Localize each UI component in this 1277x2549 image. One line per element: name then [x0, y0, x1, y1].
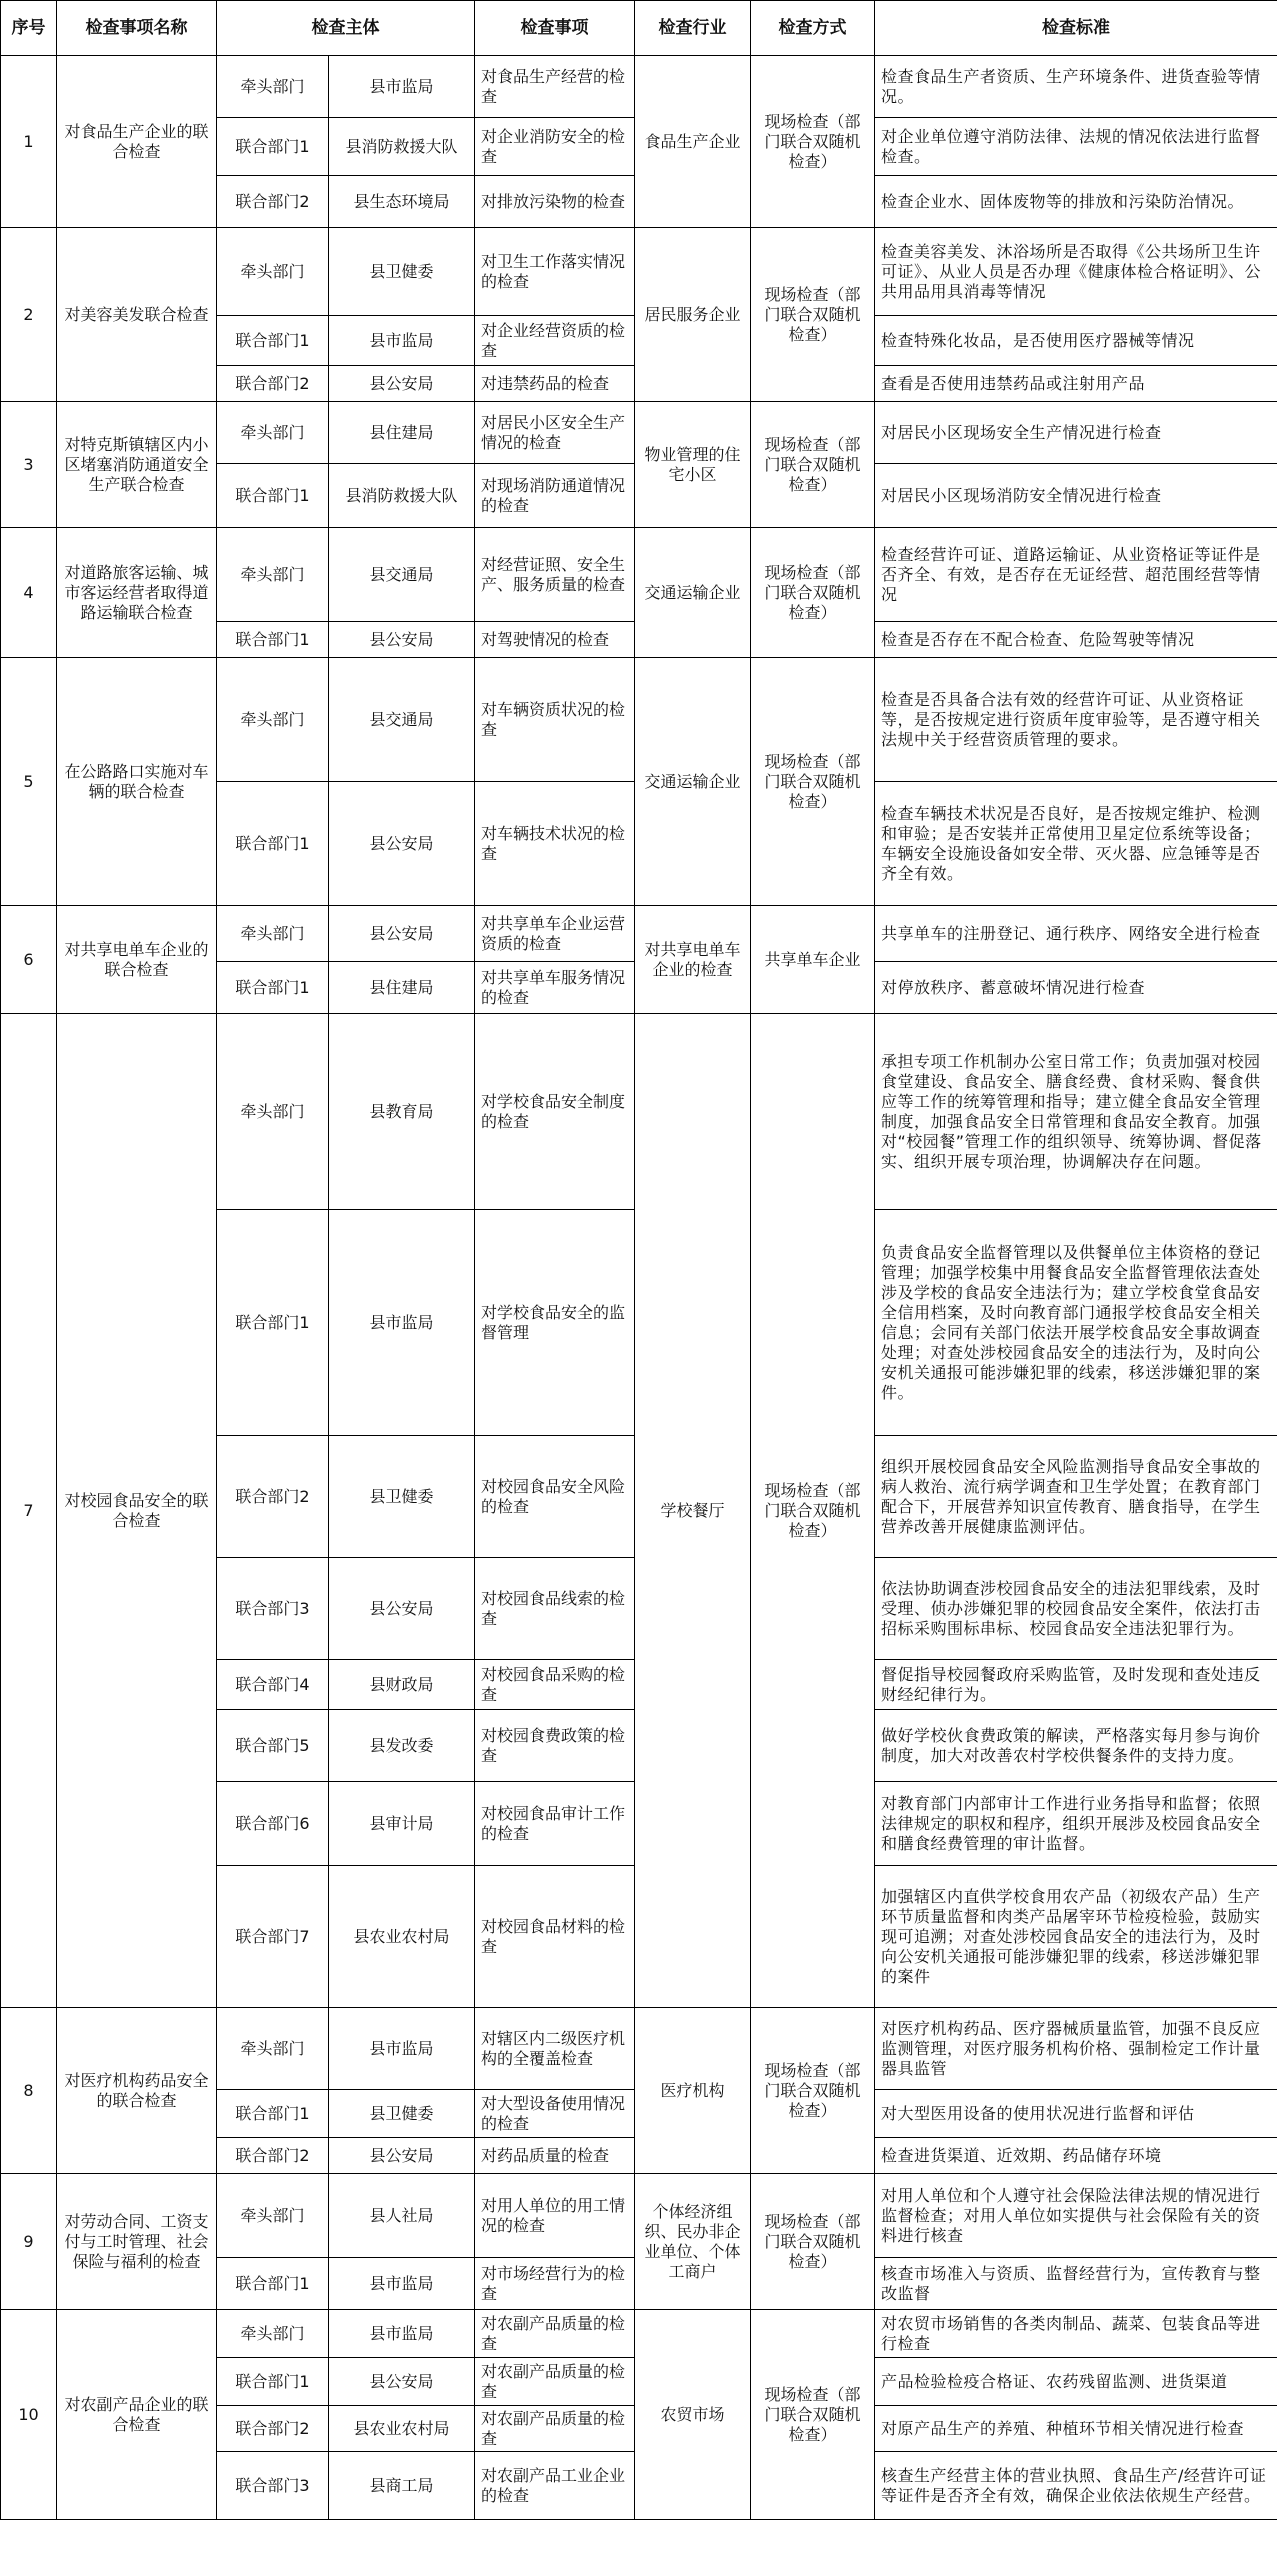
inspection-standard: 对大型医用设备的使用状况进行监督和评估 [875, 2090, 1277, 2138]
header-row [1, 1, 1277, 56]
inspection-name: 对特克斯镇辖区内小区堵塞消防通道安全生产联合检查 [57, 402, 217, 528]
inspection-standard: 对农贸市场销售的各类肉制品、蔬菜、包装食品等进行检查 [875, 2310, 1277, 2358]
table-row [1, 528, 1277, 622]
table-row [1, 228, 1277, 316]
dept-name: 县农业农村局 [329, 2406, 475, 2452]
header-subject: 检查主体 [217, 1, 475, 56]
inspection-item: 对现场消防通道情况的检查 [475, 464, 635, 528]
dept-name: 县交通局 [329, 658, 475, 782]
table-row [1, 2174, 1277, 2258]
dept-role: 牵头部门 [217, 1014, 329, 1210]
dept-name: 县市监局 [329, 56, 475, 118]
inspection-name: 对医疗机构药品安全的联合检查 [57, 2008, 217, 2174]
dept-role: 牵头部门 [217, 402, 329, 464]
row-number: 4 [1, 528, 57, 658]
inspection-item: 对违禁药品的检查 [475, 366, 635, 402]
table-row [1, 658, 1277, 782]
inspection-item: 对驾驶情况的检查 [475, 622, 635, 658]
dept-role: 牵头部门 [217, 228, 329, 316]
inspection-item: 对共享单车服务情况的检查 [475, 962, 635, 1014]
dept-role: 联合部门2 [217, 2406, 329, 2452]
dept-name: 县财政局 [329, 1660, 475, 1710]
table-row [1, 2008, 1277, 2090]
dept-name: 县消防救援大队 [329, 118, 475, 176]
row-number: 10 [1, 2310, 57, 2520]
inspection-standard: 对企业单位遵守消防法律、法规的情况依法进行监督检查。 [875, 118, 1277, 176]
inspection-standard: 核查生产经营主体的营业执照、食品生产/经营许可证等证件是否齐全有效，确保企业依法依规生产经营。 [875, 2452, 1277, 2520]
dept-name: 县公安局 [329, 622, 475, 658]
inspection-name: 在公路路口实施对车辆的联合检查 [57, 658, 217, 906]
inspection-item: 对卫生工作落实情况的检查 [475, 228, 635, 316]
dept-role: 联合部门1 [217, 316, 329, 366]
inspection-standard: 对停放秩序、蓄意破坏情况进行检查 [875, 962, 1277, 1014]
dept-role: 牵头部门 [217, 56, 329, 118]
inspection-industry: 物业管理的住宅小区 [635, 402, 751, 528]
inspection-standard: 检查美容美发、沐浴场所是否取得《公共场所卫生许可证》、从业人员是否办理《健康体检合格证明》、公共用品用具消毒等情况 [875, 228, 1277, 316]
dept-name: 县卫健委 [329, 2090, 475, 2138]
inspection-method: 共享单车企业 [751, 906, 875, 1014]
dept-name: 县市监局 [329, 316, 475, 366]
inspection-method: 现场检查（部门联合双随机检查） [751, 2008, 875, 2174]
inspection-method: 现场检查（部门联合双随机检查） [751, 228, 875, 402]
inspection-industry: 个体经济组织、民办非企业单位、个体工商户 [635, 2174, 751, 2310]
dept-role: 联合部门1 [217, 2258, 329, 2310]
inspection-item: 对市场经营行为的检查 [475, 2258, 635, 2310]
inspection-method: 现场检查（部门联合双随机检查） [751, 1014, 875, 2008]
dept-name: 县公安局 [329, 782, 475, 906]
inspection-standard: 对教育部门内部审计工作进行业务指导和监督；依照法律规定的职权和程序，组织开展涉及校园食品安全和膳食经费管理的审计监督。 [875, 1782, 1277, 1866]
dept-name: 县住建局 [329, 962, 475, 1014]
dept-name: 县公安局 [329, 366, 475, 402]
inspection-standard: 检查特殊化妆品，是否使用医疗器械等情况 [875, 316, 1277, 366]
inspection-item: 对居民小区安全生产情况的检查 [475, 402, 635, 464]
inspection-industry: 学校餐厅 [635, 1014, 751, 2008]
dept-role: 联合部门1 [217, 464, 329, 528]
table-body [1, 56, 1277, 2520]
inspection-item: 对学校食品安全的监督管理 [475, 1210, 635, 1436]
inspection-standard: 核查市场准入与资质、监督经营行为，宣传教育与整改监督 [875, 2258, 1277, 2310]
row-number: 9 [1, 2174, 57, 2310]
inspection-item: 对校园食费政策的检查 [475, 1710, 635, 1782]
inspection-standard: 承担专项工作机制办公室日常工作；负责加强对校园食堂建设、食品安全、膳食经费、食材采购、餐食供应等工作的统筹管理和指导；建立健全食品安全管理制度，加强食品安全日常管理和食品安全教育。加强对“校园餐”管理工作的组织领导、统筹协调、督促落实、组织开展专项治理，协调解决存在问题。 [875, 1014, 1277, 1210]
dept-role: 联合部门1 [217, 2358, 329, 2406]
inspection-standard: 做好学校伙食费政策的解读，严格落实每月参与询价制度，加大对改善农村学校供餐条件的支持力度。 [875, 1710, 1277, 1782]
inspection-method: 现场检查（部门联合双随机检查） [751, 2174, 875, 2310]
inspection-standard: 对医疗机构药品、医疗器械质量监管，加强不良反应监测管理，对医疗服务机构价格、强制检定工作计量器具监管 [875, 2008, 1277, 2090]
inspection-standard: 共享单车的注册登记、通行秩序、网络安全进行检查 [875, 906, 1277, 962]
inspection-item: 对校园食品审计工作的检查 [475, 1782, 635, 1866]
inspection-item: 对共享单车企业运营资质的检查 [475, 906, 635, 962]
row-number: 1 [1, 56, 57, 228]
inspection-standard: 检查是否存在不配合检查、危险驾驶等情况 [875, 622, 1277, 658]
dept-role: 联合部门5 [217, 1710, 329, 1782]
dept-role: 联合部门1 [217, 118, 329, 176]
inspection-method: 现场检查（部门联合双随机检查） [751, 658, 875, 906]
inspection-item: 对农副产品质量的检查 [475, 2358, 635, 2406]
inspection-standard: 对用人单位和个人遵守社会保险法律法规的情况进行监督检查；对用人单位如实提供与社会保险有关的资料进行核查 [875, 2174, 1277, 2258]
dept-role: 牵头部门 [217, 2310, 329, 2358]
dept-name: 县农业农村局 [329, 1866, 475, 2008]
table-row [1, 56, 1277, 118]
inspection-standard: 督促指导校园餐政府采购监管，及时发现和查处违反财经纪律行为。 [875, 1660, 1277, 1710]
inspection-item: 对企业消防安全的检查 [475, 118, 635, 176]
inspection-standard: 检查食品生产者资质、生产环境条件、进货查验等情况。 [875, 56, 1277, 118]
inspection-standard: 检查经营许可证、道路运输证、从业资格证等证件是否齐全、有效，是否存在无证经营、超范围经营等情况 [875, 528, 1277, 622]
dept-name: 县公安局 [329, 906, 475, 962]
row-number: 8 [1, 2008, 57, 2174]
inspection-standard: 组织开展校园食品安全风险监测指导食品安全事故的病人救治、流行病学调查和卫生学处置；在教育部门配合下，开展营养知识宣传教育、膳食指导，在学生营养改善开展健康监测评估。 [875, 1436, 1277, 1558]
dept-name: 县商工局 [329, 2452, 475, 2520]
inspection-name: 对美容美发联合检查 [57, 228, 217, 402]
header-no: 序号 [1, 1, 57, 56]
inspection-name: 对道路旅客运输、城市客运经营者取得道路运输联合检查 [57, 528, 217, 658]
dept-role: 联合部门3 [217, 2452, 329, 2520]
inspection-item: 对食品生产经营的检查 [475, 56, 635, 118]
dept-role: 联合部门3 [217, 1558, 329, 1660]
row-number: 7 [1, 1014, 57, 2008]
dept-role: 联合部门1 [217, 962, 329, 1014]
inspection-item: 对经营证照、安全生产、服务质量的检查 [475, 528, 635, 622]
dept-role: 牵头部门 [217, 658, 329, 782]
inspection-industry: 居民服务企业 [635, 228, 751, 402]
inspection-industry: 医疗机构 [635, 2008, 751, 2174]
inspection-name: 对劳动合同、工资支付与工时管理、社会保险与福利的检查 [57, 2174, 217, 2310]
dept-role: 联合部门7 [217, 1866, 329, 2008]
inspection-item: 对排放污染物的检查 [475, 176, 635, 228]
inspection-standard: 对居民小区现场安全生产情况进行检查 [875, 402, 1277, 464]
inspection-method: 现场检查（部门联合双随机检查） [751, 2310, 875, 2520]
inspection-method: 现场检查（部门联合双随机检查） [751, 56, 875, 228]
inspection-item: 对校园食品材料的检查 [475, 1866, 635, 2008]
header-name: 检查事项名称 [57, 1, 217, 56]
dept-role: 联合部门1 [217, 782, 329, 906]
inspection-standard: 对原产品生产的养殖、种植环节相关情况进行检查 [875, 2406, 1277, 2452]
header-method: 检查方式 [751, 1, 875, 56]
inspection-standard: 查看是否使用违禁药品或注射用产品 [875, 366, 1277, 402]
inspection-method: 现场检查（部门联合双随机检查） [751, 402, 875, 528]
row-number: 2 [1, 228, 57, 402]
dept-role: 牵头部门 [217, 2174, 329, 2258]
dept-role: 联合部门2 [217, 2138, 329, 2174]
inspection-name: 对农副产品企业的联合检查 [57, 2310, 217, 2520]
dept-role: 联合部门1 [217, 2090, 329, 2138]
inspection-name: 对食品生产企业的联合检查 [57, 56, 217, 228]
dept-name: 县市监局 [329, 2258, 475, 2310]
dept-name: 县人社局 [329, 2174, 475, 2258]
dept-name: 县公安局 [329, 1558, 475, 1660]
inspection-item: 对企业经营资质的检查 [475, 316, 635, 366]
dept-name: 县发改委 [329, 1710, 475, 1782]
dept-name: 县审计局 [329, 1782, 475, 1866]
row-number: 5 [1, 658, 57, 906]
inspection-item: 对用人单位的用工情况的检查 [475, 2174, 635, 2258]
inspection-item: 对大型设备使用情况的检查 [475, 2090, 635, 2138]
inspection-item: 对车辆技术状况的检查 [475, 782, 635, 906]
inspection-standard: 加强辖区内直供学校食用农产品（初级农产品）生产环节质量监督和肉类产品屠宰环节检疫检验，鼓励实现可追溯；对查处涉校园食品安全的违法行为，及时向公安机关通报可能涉嫌犯罪的线索，移送涉嫌犯罪的案件 [875, 1866, 1277, 2008]
dept-name: 县公安局 [329, 2138, 475, 2174]
dept-role: 牵头部门 [217, 2008, 329, 2090]
inspection-standard: 负责食品安全监督管理以及供餐单位主体资格的登记管理；加强学校集中用餐食品安全监督管理依法查处涉及学校的食品安全违法行为；建立学校食堂食品安全信用档案，及时向教育部门通报学校食品安全相关信息；会同有关部门依法开展学校食品安全事故调查处理；对查处涉校园食品安全的违法行为，及时向公安机关通报可能涉嫌犯罪的线索，移送涉嫌犯罪的案件。 [875, 1210, 1277, 1436]
dept-role: 联合部门1 [217, 1210, 329, 1436]
row-number: 6 [1, 906, 57, 1014]
table-row [1, 906, 1277, 962]
inspection-industry: 农贸市场 [635, 2310, 751, 2520]
dept-name: 县市监局 [329, 1210, 475, 1436]
inspection-industry: 交通运输企业 [635, 528, 751, 658]
header-standard: 检查标准 [875, 1, 1277, 56]
inspection-item: 对农副产品质量的检查 [475, 2406, 635, 2452]
inspection-item: 对学校食品安全制度的检查 [475, 1014, 635, 1210]
table-row [1, 2310, 1277, 2358]
dept-name: 县卫健委 [329, 1436, 475, 1558]
inspection-industry: 对共享电单车企业的检查 [635, 906, 751, 1014]
inspection-item: 对辖区内二级医疗机构的全覆盖检查 [475, 2008, 635, 2090]
inspection-industry: 交通运输企业 [635, 658, 751, 906]
table-row [1, 402, 1277, 464]
row-number: 3 [1, 402, 57, 528]
dept-role: 联合部门2 [217, 176, 329, 228]
dept-role: 联合部门4 [217, 1660, 329, 1710]
inspection-standard: 检查是否具备合法有效的经营许可证、从业资格证等，是否按规定进行资质年度审验等，是否遵守相关法规中关于经营资质管理的要求。 [875, 658, 1277, 782]
inspection-item: 对校园食品安全风险的检查 [475, 1436, 635, 1558]
dept-role: 牵头部门 [217, 906, 329, 962]
dept-role: 联合部门2 [217, 366, 329, 402]
dept-role: 联合部门1 [217, 622, 329, 658]
inspection-standard: 检查进货渠道、近效期、药品储存环境 [875, 2138, 1277, 2174]
dept-role: 联合部门6 [217, 1782, 329, 1866]
inspection-name: 对共享电单车企业的联合检查 [57, 906, 217, 1014]
dept-name: 县公安局 [329, 2358, 475, 2406]
inspection-name: 对校园食品安全的联合检查 [57, 1014, 217, 2008]
table-row [1, 1014, 1277, 1210]
inspection-item: 对农副产品质量的检查 [475, 2310, 635, 2358]
dept-name: 县消防救援大队 [329, 464, 475, 528]
dept-role: 联合部门2 [217, 1436, 329, 1558]
inspection-item: 对农副产品工业企业的检查 [475, 2452, 635, 2520]
inspection-standard: 对居民小区现场消防安全情况进行检查 [875, 464, 1277, 528]
dept-name: 县市监局 [329, 2310, 475, 2358]
dept-name: 县教育局 [329, 1014, 475, 1210]
dept-name: 县住建局 [329, 402, 475, 464]
inspection-item: 对车辆资质状况的检查 [475, 658, 635, 782]
dept-name: 县卫健委 [329, 228, 475, 316]
header-item: 检查事项 [475, 1, 635, 56]
inspection-item: 对校园食品采购的检查 [475, 1660, 635, 1710]
inspection-item: 对校园食品线索的检查 [475, 1558, 635, 1660]
dept-role: 牵头部门 [217, 528, 329, 622]
inspection-method: 现场检查（部门联合双随机检查） [751, 528, 875, 658]
dept-name: 县生态环境局 [329, 176, 475, 228]
dept-name: 县交通局 [329, 528, 475, 622]
header-industry: 检查行业 [635, 1, 751, 56]
inspection-standard: 检查企业水、固体废物等的排放和污染防治情况。 [875, 176, 1277, 228]
inspection-standard: 产品检验检疫合格证、农药残留监测、进货渠道 [875, 2358, 1277, 2406]
inspection-industry: 食品生产企业 [635, 56, 751, 228]
inspection-standard: 依法协助调查涉校园食品安全的违法犯罪线索，及时受理、侦办涉嫌犯罪的校园食品安全案件，依法打击招标采购围标串标、校园食品安全违法犯罪行为。 [875, 1558, 1277, 1660]
inspection-item: 对药品质量的检查 [475, 2138, 635, 2174]
dept-name: 县市监局 [329, 2008, 475, 2090]
inspection-standard: 检查车辆技术状况是否良好，是否按规定维护、检测和审验；是否安装并正常使用卫星定位系统等设备；车辆安全设施设备如安全带、灭火器、应急锤等是否齐全有效。 [875, 782, 1277, 906]
